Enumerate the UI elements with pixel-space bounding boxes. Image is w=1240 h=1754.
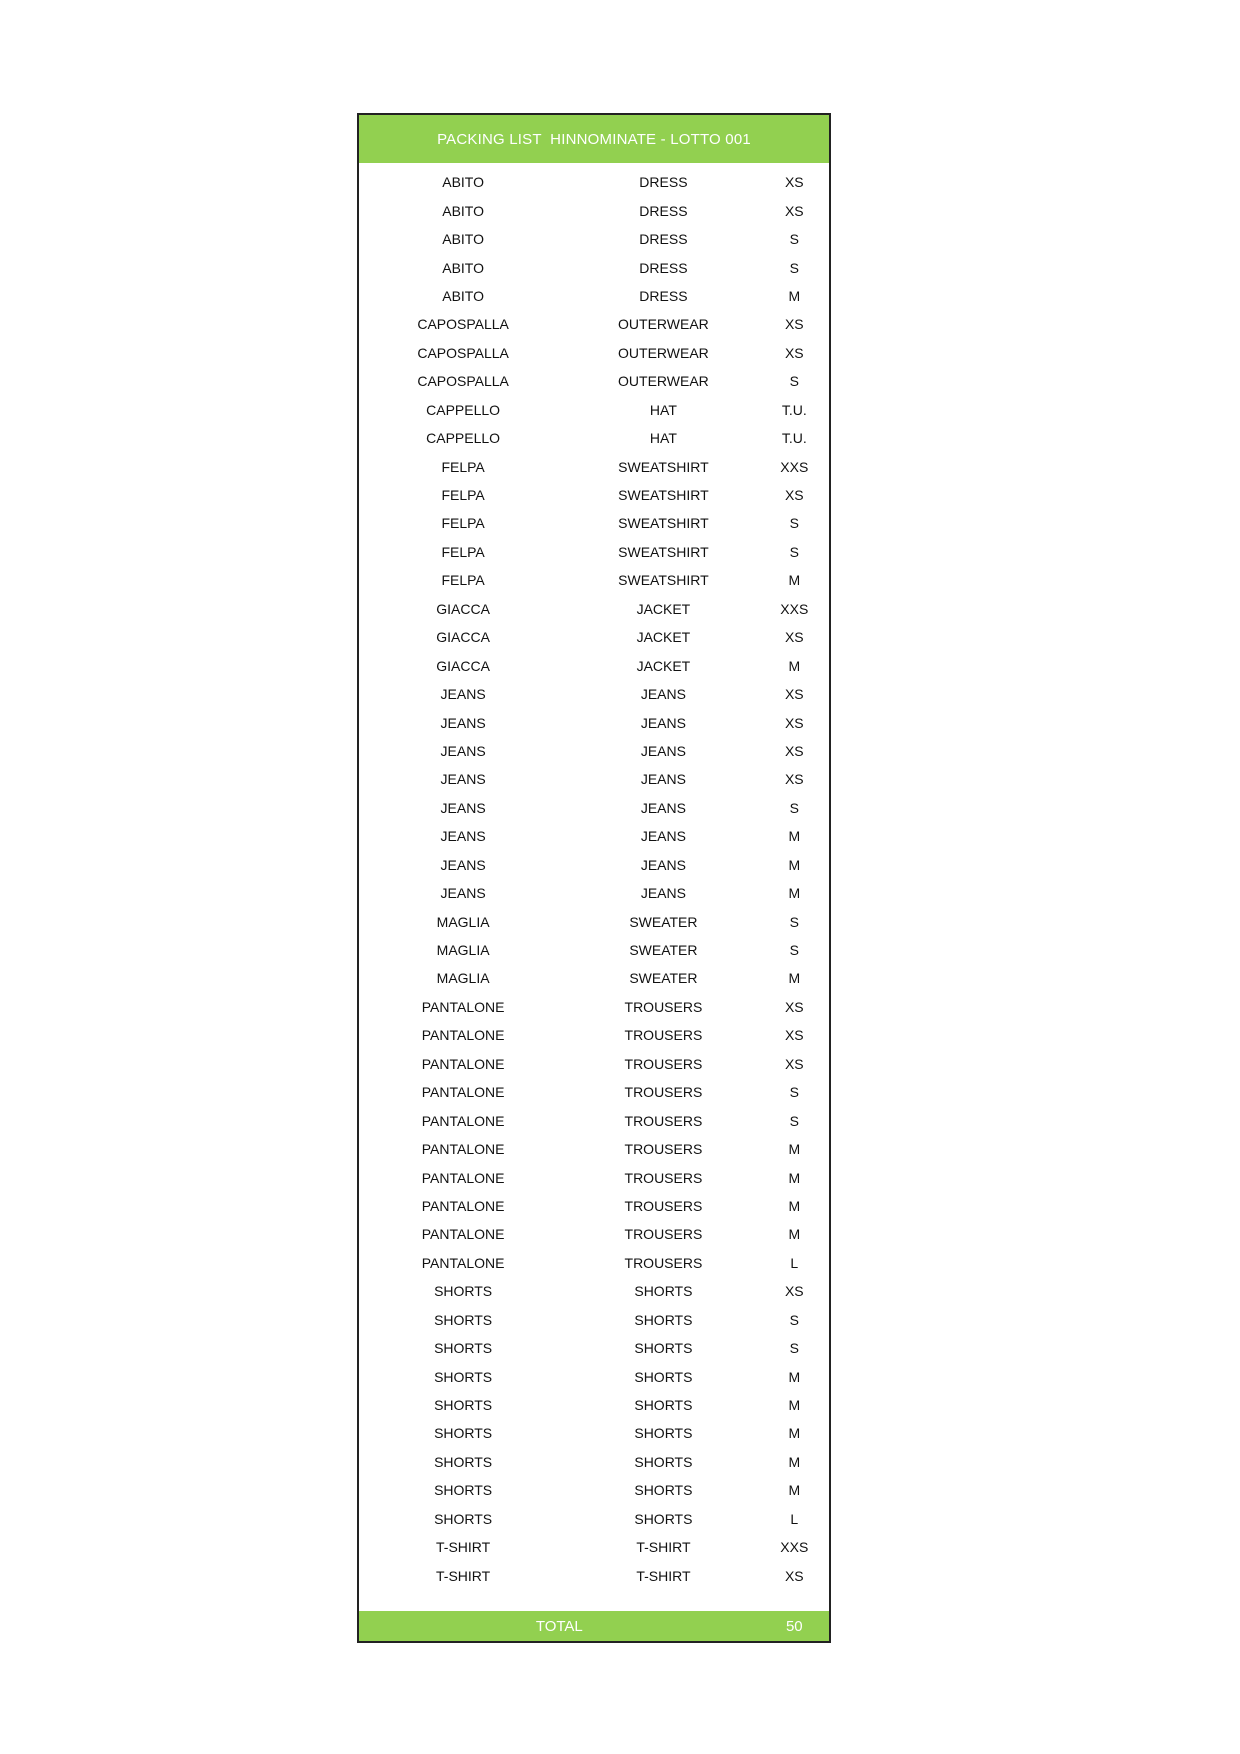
item-italian-name: ABITO [442,259,484,276]
item-size: XS [784,487,804,504]
item-size: L [790,1510,799,1527]
item-english-name: JACKET [636,629,691,646]
item-italian-name: JEANS [440,885,486,902]
table-row [359,424,829,452]
item-english-name: JEANS [640,828,686,845]
table-row [359,851,829,879]
table-row [359,253,829,281]
item-size: XS [784,316,804,333]
item-english-name: SWEATSHIRT [618,572,709,589]
table-row [359,1277,829,1305]
item-italian-name: GIACCA [436,629,490,646]
item-italian-name: ABITO [442,231,484,248]
item-english-name: SHORTS [634,1397,693,1414]
item-italian-name: SHORTS [434,1510,493,1527]
item-size: XS [784,202,804,219]
item-size: XS [784,629,804,646]
table-row [359,1050,829,1078]
item-italian-name: PANTALONE [421,998,505,1015]
item-english-name: DRESS [639,287,688,304]
item-italian-name: JEANS [440,771,486,788]
item-size: M [788,1397,801,1414]
item-size: M [788,1453,801,1470]
item-size: M [788,1226,801,1243]
item-english-name: JEANS [640,771,686,788]
item-english-name: JEANS [640,686,686,703]
item-size: M [788,885,801,902]
table-row [359,481,829,509]
item-italian-name: PANTALONE [421,1226,505,1243]
item-english-name: JEANS [640,799,686,816]
item-size: S [789,1112,799,1129]
item-italian-name: ABITO [442,174,484,191]
item-english-name: SHORTS [634,1311,693,1328]
table-row [359,196,829,224]
item-english-name: JEANS [640,856,686,873]
table-row [359,708,829,736]
item-italian-name: PANTALONE [421,1112,505,1129]
item-size: M [788,856,801,873]
table-row [359,1249,829,1277]
item-size: S [789,1311,799,1328]
item-size: XS [784,771,804,788]
item-english-name: DRESS [639,259,688,276]
table-row [359,907,829,935]
item-english-name: T-SHIRT [636,1539,691,1556]
item-italian-name: SHORTS [434,1425,493,1442]
item-english-name: SHORTS [634,1482,693,1499]
item-italian-name: CAPOSPALLA [417,373,509,390]
item-italian-name: PANTALONE [421,1197,505,1214]
item-italian-name: T-SHIRT [436,1539,491,1556]
item-italian-name: CAPPELLO [426,401,501,418]
table-row [359,737,829,765]
item-size: M [788,1425,801,1442]
item-size: XS [784,1027,804,1044]
item-italian-name: ABITO [442,202,484,219]
item-italian-name: JEANS [440,828,486,845]
item-english-name: SWEATSHIRT [618,487,709,504]
item-size: M [788,1141,801,1158]
table-row [359,1476,829,1504]
table-row [359,1106,829,1134]
item-italian-name: PANTALONE [421,1084,505,1101]
item-english-name: HAT [649,401,677,418]
item-size: S [789,231,799,248]
table-row [359,1448,829,1476]
item-italian-name: GIACCA [436,600,490,617]
item-italian-name: PANTALONE [421,1027,505,1044]
item-size: L [790,1254,799,1271]
item-italian-name: PANTALONE [421,1141,505,1158]
table-row [359,1391,829,1419]
item-italian-name: SHORTS [434,1453,493,1470]
item-english-name: SHORTS [634,1453,693,1470]
item-size: XS [784,742,804,759]
packing-list-title: PACKING LIST HINNOMINATE - LOTTO 001 [359,115,829,163]
table-row [359,595,829,623]
item-english-name: SWEATER [629,913,698,930]
item-italian-name: SHORTS [434,1482,493,1499]
item-size: XS [784,344,804,361]
item-english-name: DRESS [639,174,688,191]
item-size: M [788,970,801,987]
table-row [359,538,829,566]
table-row [359,367,829,395]
table-row [359,1220,829,1248]
table-row [359,623,829,651]
item-english-name: SWEATSHIRT [618,543,709,560]
item-english-name: DRESS [639,231,688,248]
item-size: M [788,1169,801,1186]
table-row [359,964,829,992]
table-row [359,1334,829,1362]
item-english-name: TROUSERS [624,1169,703,1186]
item-english-name: TROUSERS [624,1027,703,1044]
item-italian-name: JEANS [440,742,486,759]
item-english-name: SHORTS [634,1340,693,1357]
item-size: XS [784,686,804,703]
item-size: S [789,913,799,930]
item-italian-name: JEANS [440,856,486,873]
item-size: T.U. [781,430,807,447]
item-size: M [788,1197,801,1214]
item-english-name: SHORTS [634,1368,693,1385]
item-english-name: SWEATER [629,970,698,987]
item-italian-name: FELPA [441,458,485,475]
table-row [359,225,829,253]
item-english-name: JACKET [636,600,691,617]
item-italian-name: T-SHIRT [436,1567,491,1584]
packing-list-rows [359,168,829,1590]
item-english-name: TROUSERS [624,1254,703,1271]
table-row [359,1021,829,1049]
item-english-name: T-SHIRT [636,1567,691,1584]
table-row [359,509,829,537]
item-english-name: TROUSERS [624,1141,703,1158]
item-size: XXS [780,1539,809,1556]
item-english-name: JACKET [636,657,691,674]
item-italian-name: SHORTS [434,1311,493,1328]
table-row [359,168,829,196]
item-size: XXS [780,600,809,617]
item-size: S [789,515,799,532]
total-label: TOTAL [535,1617,583,1635]
table-row [359,1306,829,1334]
table-row [359,1561,829,1589]
item-size: S [789,373,799,390]
item-size: XS [784,1055,804,1072]
item-italian-name: FELPA [441,487,485,504]
table-row [359,1135,829,1163]
item-italian-name: SHORTS [434,1397,493,1414]
total-value: 50 [785,1617,803,1635]
item-size: XS [784,1567,804,1584]
packing-list-sheet [357,113,831,1643]
item-english-name: SWEATSHIRT [618,515,709,532]
item-italian-name: CAPPELLO [426,430,501,447]
item-size: M [788,657,801,674]
table-row [359,1533,829,1561]
item-size: XXS [780,458,809,475]
table-row [359,310,829,338]
item-english-name: JEANS [640,742,686,759]
total-bar [359,1611,829,1641]
item-italian-name: PANTALONE [421,1055,505,1072]
item-italian-name: JEANS [440,714,486,731]
item-italian-name: MAGLIA [436,942,490,959]
item-italian-name: CAPOSPALLA [417,344,509,361]
item-italian-name: PANTALONE [421,1254,505,1271]
item-italian-name: MAGLIA [436,970,490,987]
item-size: T.U. [781,401,807,418]
item-italian-name: SHORTS [434,1340,493,1357]
item-italian-name: SHORTS [434,1283,493,1300]
table-row [359,1419,829,1447]
table-row [359,1362,829,1390]
item-english-name: SHORTS [634,1425,693,1442]
item-english-name: TROUSERS [624,1084,703,1101]
item-size: M [788,572,801,589]
item-size: M [788,1368,801,1385]
table-row [359,1192,829,1220]
item-english-name: DRESS [639,202,688,219]
item-size: S [789,1340,799,1357]
item-italian-name: FELPA [441,572,485,589]
table-row [359,1505,829,1533]
table-row [359,452,829,480]
item-size: S [789,942,799,959]
item-italian-name: JEANS [440,799,486,816]
table-row [359,1163,829,1191]
item-size: XS [784,1283,804,1300]
item-english-name: TROUSERS [624,1055,703,1072]
item-italian-name: SHORTS [434,1368,493,1385]
table-row [359,282,829,310]
table-row [359,765,829,793]
item-italian-name: JEANS [440,686,486,703]
item-size: M [788,1482,801,1499]
table-row [359,993,829,1021]
item-size: XS [784,714,804,731]
item-size: S [789,259,799,276]
item-size: S [789,799,799,816]
item-size: M [788,287,801,304]
table-row [359,339,829,367]
item-english-name: OUTERWEAR [618,316,709,333]
item-italian-name: PANTALONE [421,1169,505,1186]
item-english-name: SHORTS [634,1283,693,1300]
item-english-name: OUTERWEAR [618,344,709,361]
item-italian-name: ABITO [442,287,484,304]
item-italian-name: FELPA [441,543,485,560]
item-english-name: TROUSERS [624,1112,703,1129]
table-row [359,1078,829,1106]
table-row [359,936,829,964]
item-english-name: TROUSERS [624,1226,703,1243]
item-english-name: SWEATER [629,942,698,959]
item-italian-name: CAPOSPALLA [417,316,509,333]
table-row [359,794,829,822]
item-size: XS [784,998,804,1015]
item-english-name: TROUSERS [624,1197,703,1214]
item-english-name: TROUSERS [624,998,703,1015]
item-italian-name: MAGLIA [436,913,490,930]
item-size: S [789,543,799,560]
item-italian-name: GIACCA [436,657,490,674]
table-row [359,680,829,708]
item-italian-name: FELPA [441,515,485,532]
table-row [359,566,829,594]
item-size: M [788,828,801,845]
item-english-name: OUTERWEAR [618,373,709,390]
table-row [359,396,829,424]
item-size: XS [784,174,804,191]
item-english-name: HAT [649,430,677,447]
item-english-name: SHORTS [634,1510,693,1527]
table-row [359,651,829,679]
item-size: S [789,1084,799,1101]
table-row [359,822,829,850]
item-english-name: JEANS [640,714,686,731]
item-english-name: SWEATSHIRT [618,458,709,475]
table-row [359,879,829,907]
item-english-name: JEANS [640,885,686,902]
